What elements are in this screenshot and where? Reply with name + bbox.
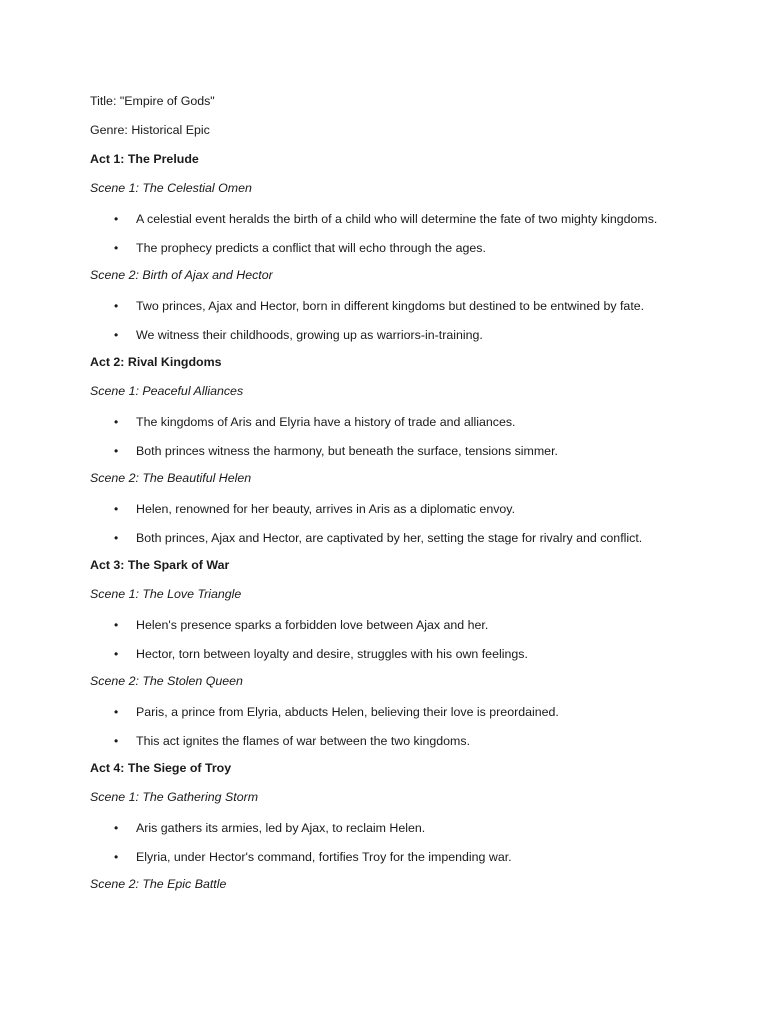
bullet-dot-icon: • [114,647,119,661]
bullet-text: A celestial event heralds the birth of a child who will determine the fate of two mighty kingdoms. [136,212,658,226]
bullet-text: Both princes witness the harmony, but beneath the surface, tensions simmer. [136,444,558,458]
scene-heading: Scene 2: Birth of Ajax and Hector [90,268,273,282]
bullet-list [90,296,690,345]
bullet-item [90,441,690,461]
scene-heading: Scene 1: The Celestial Omen [90,181,252,195]
bullet-dot-icon: • [114,821,119,835]
document-body [90,93,690,905]
scene-heading: Scene 2: The Beautiful Helen [90,471,252,485]
bullet-text: Elyria, under Hector's command, fortifies Troy for the impending war. [136,850,512,864]
bullet-list [90,209,690,258]
bullet-dot-icon: • [114,415,119,429]
bullet-item [90,847,690,867]
bullet-item [90,209,690,229]
bullet-dot-icon: • [114,212,119,226]
scene-heading: Scene 2: The Stolen Queen [90,674,243,688]
document-genre-line: Genre: Historical Epic [90,123,210,137]
scene-heading: Scene 1: The Love Triangle [90,587,242,601]
bullet-item [90,615,690,635]
bullet-text: Hector, torn between loyalty and desire, struggles with his own feelings. [136,647,528,661]
scene-heading: Scene 1: The Gathering Storm [90,790,259,804]
bullet-dot-icon: • [114,531,119,545]
bullet-text: Paris, a prince from Elyria, abducts Helen, believing their love is preordained. [136,705,559,719]
bullet-dot-icon: • [114,241,119,255]
bullet-item [90,702,690,722]
bullet-dot-icon: • [114,618,119,632]
bullet-text: Both princes, Ajax and Hector, are captivated by her, setting the stage for rivalry and conflict. [136,531,643,545]
bullet-text: We witness their childhoods, growing up as warriors-in-training. [136,328,483,342]
bullet-text: This act ignites the flames of war between the two kingdoms. [136,734,471,748]
act-heading: Act 1: The Prelude [90,152,199,166]
bullet-text: Helen, renowned for her beauty, arrives in Aris as a diplomatic envoy. [136,502,516,516]
bullet-list [90,412,690,461]
act-heading: Act 3: The Spark of War [90,558,230,572]
bullet-item [90,818,690,838]
bullet-item [90,296,690,316]
bullet-list [90,702,690,751]
bullet-item [90,325,690,345]
bullet-text: Aris gathers its armies, led by Ajax, to reclaim Helen. [136,821,426,835]
bullet-text: Helen's presence sparks a forbidden love between Ajax and her. [136,618,489,632]
act-heading: Act 4: The Siege of Troy [90,761,232,775]
bullet-item [90,238,690,258]
bullet-text: Two princes, Ajax and Hector, born in different kingdoms but destined to be entwined by fate. [136,299,645,313]
scene-heading: Scene 1: Peaceful Alliances [90,384,244,398]
bullet-list [90,615,690,664]
document-title-line: Title: "Empire of Gods" [90,94,215,108]
bullet-dot-icon: • [114,299,119,313]
bullet-dot-icon: • [114,444,119,458]
bullet-text: The prophecy predicts a conflict that will echo through the ages. [136,241,486,255]
bullet-item [90,731,690,751]
act-heading: Act 2: Rival Kingdoms [90,355,222,369]
bullet-dot-icon: • [114,502,119,516]
bullet-list [90,818,690,867]
bullet-text: The kingdoms of Aris and Elyria have a history of trade and alliances. [136,415,516,429]
bullet-item [90,644,690,664]
bullet-dot-icon: • [114,850,119,864]
bullet-dot-icon: • [114,328,119,342]
bullet-list [90,499,690,548]
bullet-item [90,412,690,432]
bullet-item [90,499,690,519]
scene-heading: Scene 2: The Epic Battle [90,877,227,891]
bullet-item [90,528,690,548]
bullet-dot-icon: • [114,705,119,719]
bullet-dot-icon: • [114,734,119,748]
